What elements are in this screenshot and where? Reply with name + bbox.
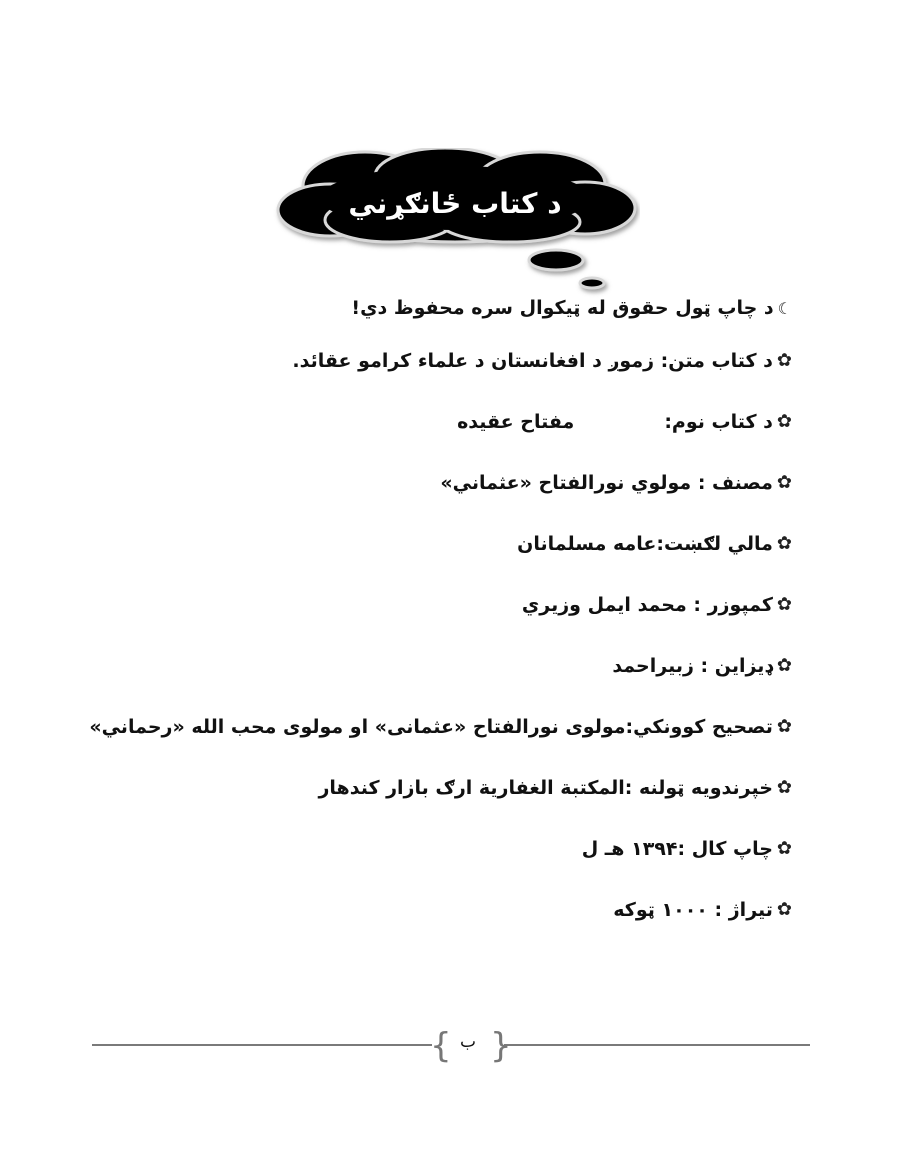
detail-value: زبیراحمد: [612, 654, 694, 677]
detail-value: ۱۰۰۰ ټوکه: [613, 898, 708, 921]
flower-icon: ✿: [776, 411, 792, 432]
flower-icon: ✿: [776, 594, 792, 615]
detail-line-print-run: [112, 879, 792, 940]
flower-icon: ✿: [776, 472, 792, 493]
detail-value: مفتاح عقیده: [457, 410, 575, 433]
flower-icon: ✿: [776, 899, 792, 920]
flower-icon: ✿: [776, 716, 792, 737]
footer-bracket-left: {: [430, 1026, 452, 1066]
copyright-line: [112, 286, 792, 330]
detail-label: مالي لګښت:: [656, 532, 773, 555]
detail-label: تیراژ :: [714, 898, 773, 921]
detail-label: کمپوزر :: [693, 593, 773, 616]
flower-icon: ✿: [776, 838, 792, 859]
footer-rule-left: [92, 1044, 432, 1046]
flower-icon: ✿: [776, 350, 792, 371]
flower-icon: ✿: [776, 777, 792, 798]
detail-line-year: [112, 818, 792, 879]
detail-label: خپرندویه ټولنه :: [624, 776, 773, 799]
footer-bracket-right: }: [490, 1026, 512, 1066]
detail-value: ۱۳۹۴ هـ ل: [581, 837, 678, 860]
detail-line-author: [112, 452, 792, 513]
detail-line-composer: [112, 574, 792, 635]
detail-value: محمد ایمل وزیري: [521, 593, 687, 616]
moon-icon: ☾: [777, 298, 792, 318]
flower-icon: ✿: [776, 533, 792, 554]
book-details: [89, 286, 792, 940]
detail-line-cost: [112, 513, 792, 574]
copyright-text: د چاپ ټول حقوق له ټیکوال سره محفوظ دي!: [351, 297, 774, 319]
detail-value: مولوی نورالفتاح «عثمانی» او مولوی محب الله «رحماني»: [89, 715, 626, 738]
footer-rule-right: [504, 1044, 810, 1046]
detail-label: چاپ کال :: [677, 837, 773, 860]
detail-label: د کتاب نوم:: [664, 410, 773, 433]
title-cloud: [270, 148, 640, 298]
detail-value: زموږ د افغانستان د علماء کرامو عقائد.: [292, 349, 655, 372]
detail-value: عامه مسلمانان: [517, 532, 657, 555]
detail-label: تصحیح کوونکي:: [625, 715, 773, 738]
detail-line-publisher: [112, 757, 792, 818]
page-number: ب: [459, 1032, 476, 1052]
detail-line-editors: [89, 696, 792, 757]
detail-line-text: [112, 330, 792, 391]
detail-label: د کتاب متن:: [660, 349, 773, 372]
detail-label: ډیزاین :: [700, 654, 773, 677]
detail-line-book-name: [112, 391, 792, 452]
detail-value: مولوي نورالفتاح «عثماني»: [440, 471, 692, 494]
page-title: د کتاب ځانګړني: [348, 186, 562, 220]
flower-icon: ✿: [776, 655, 792, 676]
detail-line-design: [112, 635, 792, 696]
detail-label: مصنف :: [697, 471, 773, 494]
detail-value: المکتبة الغفاریة ارګ بازار کندهار: [318, 776, 625, 799]
